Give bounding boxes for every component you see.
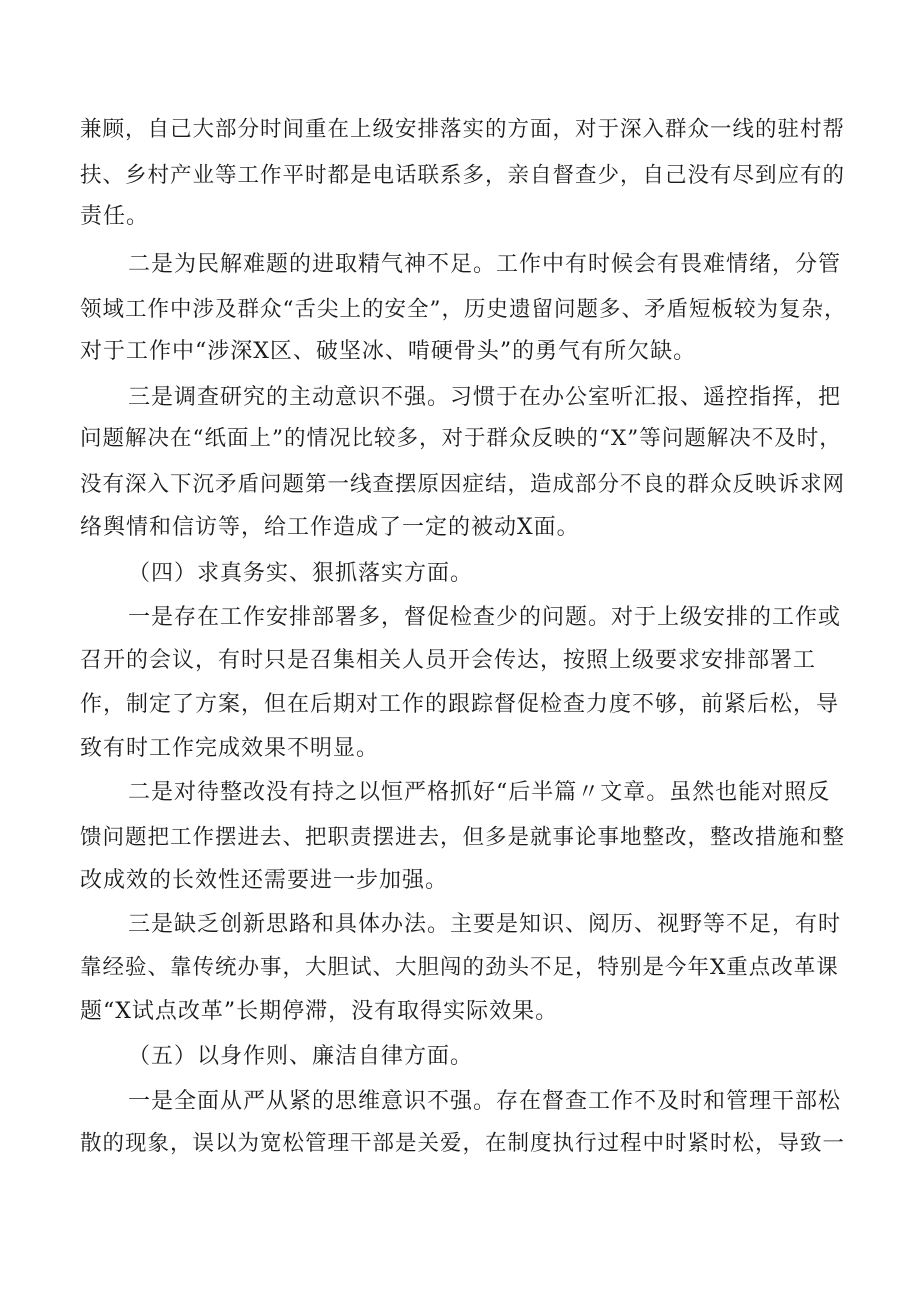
text-line: 二是对待整改没有持之以恒严格抓好“后半篇〃文章。虽然也能对照反 (128, 780, 831, 805)
text-line: 没有深入下沉矛盾问题第一线查摆原因症结，造成部分不良的群众反映诉求网 (80, 472, 846, 497)
text-line: 领域工作中涉及群众“舌尖上的安全”，历史遗留问题多、矛盾短板较为复杂， (80, 297, 847, 322)
text-line: 问题解决在“纸面上”的情况比较多，对于群众反映的“X”等问题解决不及时， (80, 426, 842, 451)
text-line: 兼顾，自己大部分时间重在上级安排落实的方面，对于深入群众一线的驻村帮 (80, 117, 846, 142)
text-line: 馈问题把工作摆进去、把职责摆进去，但多是就事论事地整改，整改措施和整 (80, 825, 846, 850)
text-line: 靠经验、靠传统办事，大胆试、大胆闯的劲头不足，特别是今年X重点改革课 (80, 955, 839, 980)
text-line: 题“X试点改革”长期停滞，没有取得实际效果。 (80, 999, 559, 1024)
text-line: 三是缺乏创新思路和具体办法。主要是知识、阅历、视野等不足，有时 (128, 912, 842, 937)
text-line: 对于工作中“涉深X区、破坚冰、啃硬骨头”的勇气有所欠缺。 (80, 339, 697, 364)
section-heading: （四）求真务实、狠抓落实方面。 (128, 561, 474, 586)
text-line: 作，制定了方案，但在后期对工作的跟踪督促检查力度不够，前紧后松，导 (80, 692, 840, 717)
text-line: 一是存在工作安排部署多，督促检查少的问题。对于上级安排的工作或 (128, 605, 842, 630)
text-line: 散的现象，误以为宽松管理干部是关爱，在制度执行过程中时紧时松，导致一 (80, 1131, 846, 1156)
text-line: 致有时工作完成效果不明显。 (80, 736, 380, 761)
section-heading: （五）以身作则、廉洁自律方面。 (128, 1044, 474, 1069)
text-line: 二是为民解难题的进取精气神不足。工作中有时候会有畏难情绪，分管 (128, 252, 842, 277)
text-line: 责任。 (80, 204, 150, 229)
text-line: 一是全面从严从紧的思维意识不强。存在督查工作不及时和管理干部松 (128, 1089, 842, 1114)
text-line: 扶、乡村产业等工作平时都是电话联系多，亲自督查少，自己没有尽到应有的 (80, 163, 846, 188)
text-line: 改成效的长效性还需要进一步加强。 (80, 868, 449, 893)
text-line: 召开的会议，有时只是召集相关人员开会传达，按照上级要求安排部署工 (80, 648, 817, 673)
text-line: 三是调查研究的主动意识不强。习惯于在办公室听汇报、遥控指挥，把 (128, 385, 842, 410)
text-line: 络舆情和信访等，给工作造成了一定的被动X面。 (80, 515, 580, 540)
